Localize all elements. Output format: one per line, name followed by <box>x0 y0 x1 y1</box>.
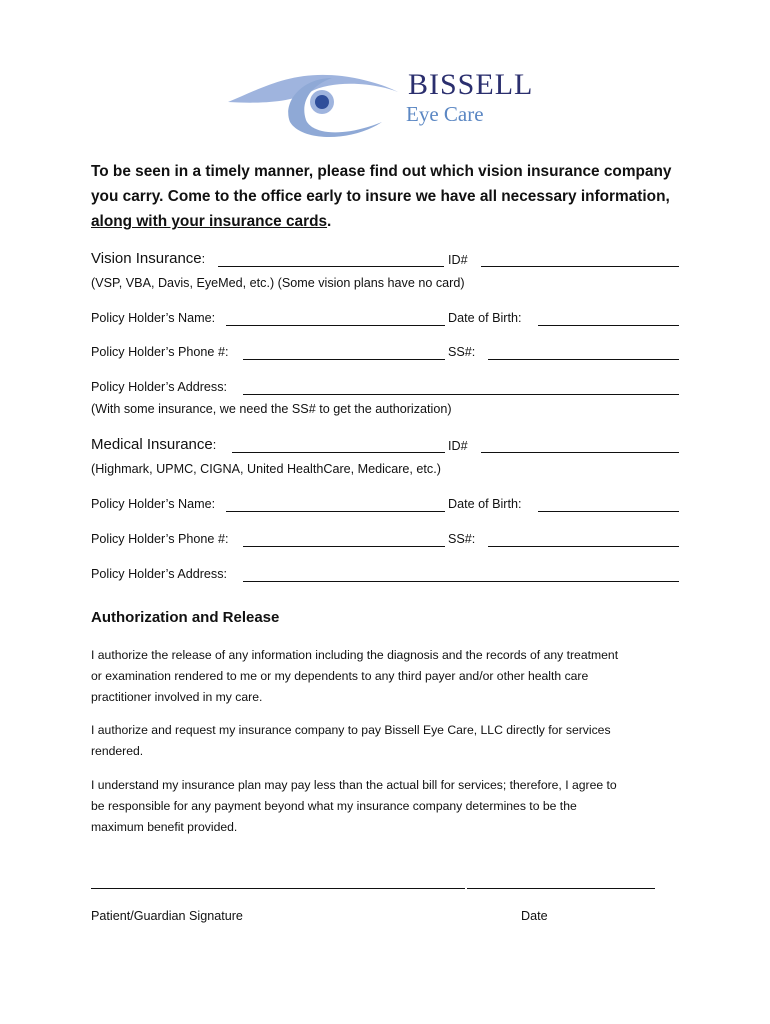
intro-period: . <box>327 213 332 230</box>
para1-line-2: or examination rendered to me or my dependents to any third payer and/or other health care <box>91 669 589 683</box>
intro-line-1: To be seen in a timely manner, please find out which vision insurance company <box>91 163 672 180</box>
medical-insurance-field[interactable] <box>232 452 445 453</box>
medical-holder-address-label: Policy Holder’s Address: <box>91 567 228 581</box>
vision-holder-address-label: Policy Holder’s Address: <box>91 380 228 394</box>
vision-dob-field[interactable] <box>538 325 679 326</box>
medical-ssn-field[interactable] <box>488 546 679 547</box>
vision-holder-name-field[interactable] <box>226 325 445 326</box>
para3-line-2: be responsible for any payment beyond what my insurance company determines to be the <box>91 799 577 813</box>
vision-note: (VSP, VBA, Davis, EyeMed, etc.) (Some vision plans have no card) <box>91 276 465 290</box>
medical-holder-phone-row <box>91 532 681 554</box>
date-label: Date <box>521 909 548 923</box>
vision-insurance-row <box>91 251 681 273</box>
medical-insurance-row <box>91 437 681 459</box>
medical-insurance-label: Medical Insurance: <box>91 436 217 453</box>
intro-line-3 <box>91 209 691 234</box>
para2-line-2: rendered. <box>91 744 144 758</box>
vision-address-note: (With some insurance, we need the SS# to get the authorization) <box>91 402 452 416</box>
signature-label: Patient/Guardian Signature <box>91 909 243 923</box>
intro-paragraph <box>91 159 691 234</box>
vision-holder-name-row <box>91 311 681 333</box>
logo-subtitle: Eye Care <box>406 102 484 126</box>
medical-holder-phone-field[interactable] <box>243 546 445 547</box>
vision-holder-phone-label: Policy Holder’s Phone #: <box>91 345 229 359</box>
para1-line-3: practitioner involved in my care. <box>91 690 263 704</box>
medical-holder-address-row <box>91 567 681 589</box>
eye-swoosh-icon <box>222 62 412 142</box>
logo-title: BISSELL <box>408 68 534 101</box>
para1-line-1: I authorize the release of any information including the diagnosis and the records of any treatment <box>91 648 619 662</box>
medical-dob-label: Date of Birth: <box>448 497 522 511</box>
medical-holder-name-row <box>91 497 681 519</box>
authorization-paragraph-1 <box>91 645 691 708</box>
vision-ssn-field[interactable] <box>488 359 679 360</box>
medical-ssn-label: SS#: <box>448 532 476 546</box>
bissell-logo <box>222 62 534 142</box>
vision-id-field[interactable] <box>481 266 679 267</box>
vision-insurance-label: Vision Insurance: <box>91 250 206 267</box>
para3-line-1: I understand my insurance plan may pay less than the actual bill for services; therefore, I agree to <box>91 778 617 792</box>
authorization-heading: Authorization and Release <box>91 609 280 626</box>
vision-holder-address-field[interactable] <box>243 394 679 395</box>
authorization-paragraph-2 <box>91 720 691 762</box>
date-field[interactable] <box>467 888 655 889</box>
signature-field[interactable] <box>91 888 465 889</box>
vision-holder-address-row <box>91 380 681 402</box>
medical-dob-field[interactable] <box>538 511 679 512</box>
medical-holder-name-label: Policy Holder’s Name: <box>91 497 216 511</box>
vision-id-label: ID# <box>448 253 468 267</box>
medical-holder-address-field[interactable] <box>243 581 679 582</box>
vision-holder-phone-row <box>91 345 681 367</box>
vision-insurance-field[interactable] <box>218 266 444 267</box>
para3-line-3: maximum benefit provided. <box>91 820 238 834</box>
para2-line-1: I authorize and request my insurance company to pay Bissell Eye Care, LLC directly for services <box>91 723 611 737</box>
intro-line-2: you carry. Come to the office early to insure we have all necessary information, <box>91 188 670 205</box>
vision-ssn-label: SS#: <box>448 345 476 359</box>
medical-id-label: ID# <box>448 439 468 453</box>
vision-holder-phone-field[interactable] <box>243 359 445 360</box>
intro-underlined: along with your insurance cards <box>91 213 328 230</box>
medical-id-field[interactable] <box>481 452 679 453</box>
authorization-paragraph-3 <box>91 775 691 838</box>
medical-note: (Highmark, UPMC, CIGNA, United HealthCare, Medicare, etc.) <box>91 462 441 476</box>
medical-holder-name-field[interactable] <box>226 511 445 512</box>
medical-holder-phone-label: Policy Holder’s Phone #: <box>91 532 229 546</box>
vision-dob-label: Date of Birth: <box>448 311 522 325</box>
vision-holder-name-label: Policy Holder’s Name: <box>91 311 216 325</box>
